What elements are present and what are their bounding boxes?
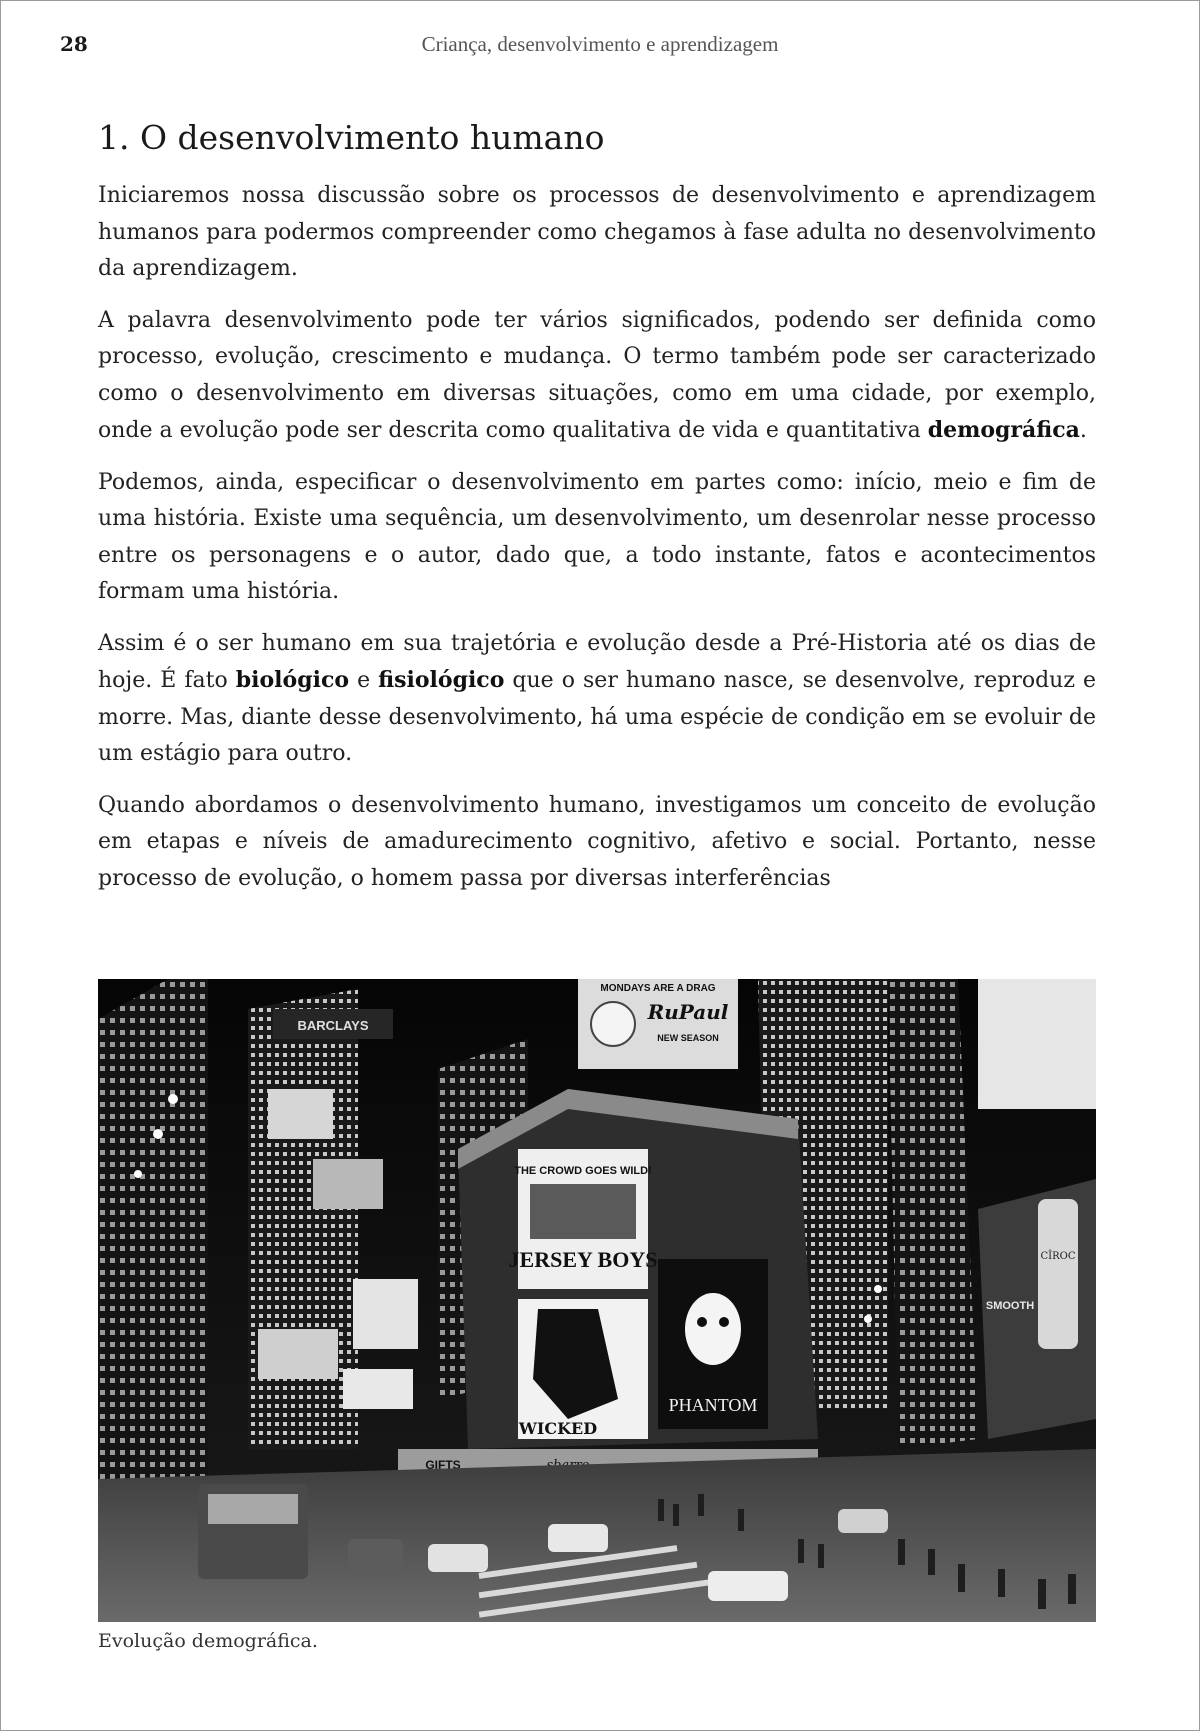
paragraph-4 bbox=[98, 626, 1096, 773]
taxi-1 bbox=[428, 1544, 488, 1572]
rupaul-face bbox=[591, 1002, 635, 1046]
jersey-boys-text: JERSEY BOYS bbox=[508, 1247, 658, 1272]
main-content bbox=[98, 112, 1096, 912]
section-title: 1. O desenvolvimento humano bbox=[98, 118, 605, 157]
phantom-mask-eye-left bbox=[697, 1317, 707, 1327]
car-2 bbox=[838, 1509, 888, 1533]
term-fisiologico: fisiológico bbox=[378, 667, 505, 693]
left-billboard-5 bbox=[343, 1369, 413, 1409]
paragraph-1: Iniciaremos nossa discussão sobre os processos de desenvolvimento e aprendizagem humanos para podermos compreender como chegamos à fase adulta no desenvolvimento da aprendizagem. bbox=[98, 183, 1096, 281]
phantom-text: PHANTOM bbox=[668, 1395, 758, 1415]
ciroc-text: CÎROC bbox=[1040, 1251, 1076, 1262]
rupaul-text: RuPaul bbox=[647, 1000, 729, 1024]
phantom-mask-eye-right bbox=[719, 1317, 729, 1327]
paragraph-2-text-a: A palavra desenvolvimento pode ter vários significados, podendo ser definida como processo, evolução, crescimento e mudança. O termo também pode ser caracterizado como o desenvolvimento em diversas situações, como em uma cidade, por exemplo, onde a evolução pode ser descrita como qualitativa de vida e quantitativa bbox=[98, 307, 1096, 443]
paragraph-3: Podemos, ainda, especificar o desenvolvimento em partes como: início, meio e fim de uma história. Existe uma sequência, um desenvolvimento, um desenrolar nesse processo entre os personagens e o autor, dado que, a todo instante, fatos e acontecimentos formam uma história. bbox=[98, 469, 1096, 604]
paragraph-4-text-a: Assim é o ser humano em sua trajetória e evolução desde a Pré-Historia até os dias de hoje. É fato bbox=[98, 630, 1096, 693]
taxi-3 bbox=[708, 1571, 788, 1601]
paragraph-4-text-c: que o ser humano nasce, se desenvolve, reproduz e morre. Mas, diante desse desenvolvimento, há uma espécie de condição em se evoluir de um estágio para outro. bbox=[98, 668, 1096, 766]
left-tower bbox=[98, 979, 208, 1499]
left-billboard-2 bbox=[313, 1159, 383, 1209]
barclays-tower bbox=[248, 989, 358, 1449]
barclays-text: BARCLAYS bbox=[297, 1018, 369, 1033]
left-billboard-3 bbox=[353, 1279, 418, 1349]
term-demografica: demográfica bbox=[927, 417, 1080, 443]
car-1 bbox=[348, 1539, 403, 1569]
ciroc-bottle bbox=[1038, 1199, 1078, 1349]
paragraph-2-text-b: . bbox=[1079, 418, 1087, 443]
crowd-text: THE CROWD GOES WILD! bbox=[514, 1165, 652, 1177]
figure-caption: Evolução demográfica. bbox=[98, 1630, 318, 1652]
left-billboard-4 bbox=[258, 1329, 338, 1379]
running-header: Criança, desenvolvimento e aprendizagem bbox=[421, 32, 779, 56]
wicked-text: WICKED bbox=[518, 1419, 598, 1438]
taxi-2 bbox=[548, 1524, 608, 1552]
right-screen bbox=[978, 979, 1096, 1109]
new-season-text: NEW SEASON bbox=[657, 1033, 719, 1043]
paragraph-2 bbox=[98, 303, 1096, 450]
left-billboard-1 bbox=[268, 1089, 333, 1139]
smooth-text: SMOOTH bbox=[985, 1300, 1035, 1312]
phantom-mask bbox=[685, 1293, 741, 1365]
term-biologico: biológico bbox=[235, 667, 350, 693]
mondays-text: MONDAYS ARE A DRAG bbox=[600, 983, 716, 994]
paragraph-5: Quando abordamos o desenvolvimento humano, investigamos um conceito de evolução em etapas e níveis de amadurecimento cognitivo, afetivo e social. Portanto, nesse processo de evolução, o homem passa por diversas interferências bbox=[98, 792, 1096, 891]
jersey-boys-photo bbox=[530, 1184, 636, 1239]
page-number: 28 bbox=[60, 32, 88, 56]
gifts-text: GIFTS bbox=[425, 1458, 461, 1472]
times-square-photo bbox=[98, 979, 1096, 1622]
photo-illustration bbox=[98, 979, 1096, 1622]
bus-windows bbox=[208, 1494, 298, 1524]
paragraph-4-text-b: e bbox=[349, 668, 379, 693]
